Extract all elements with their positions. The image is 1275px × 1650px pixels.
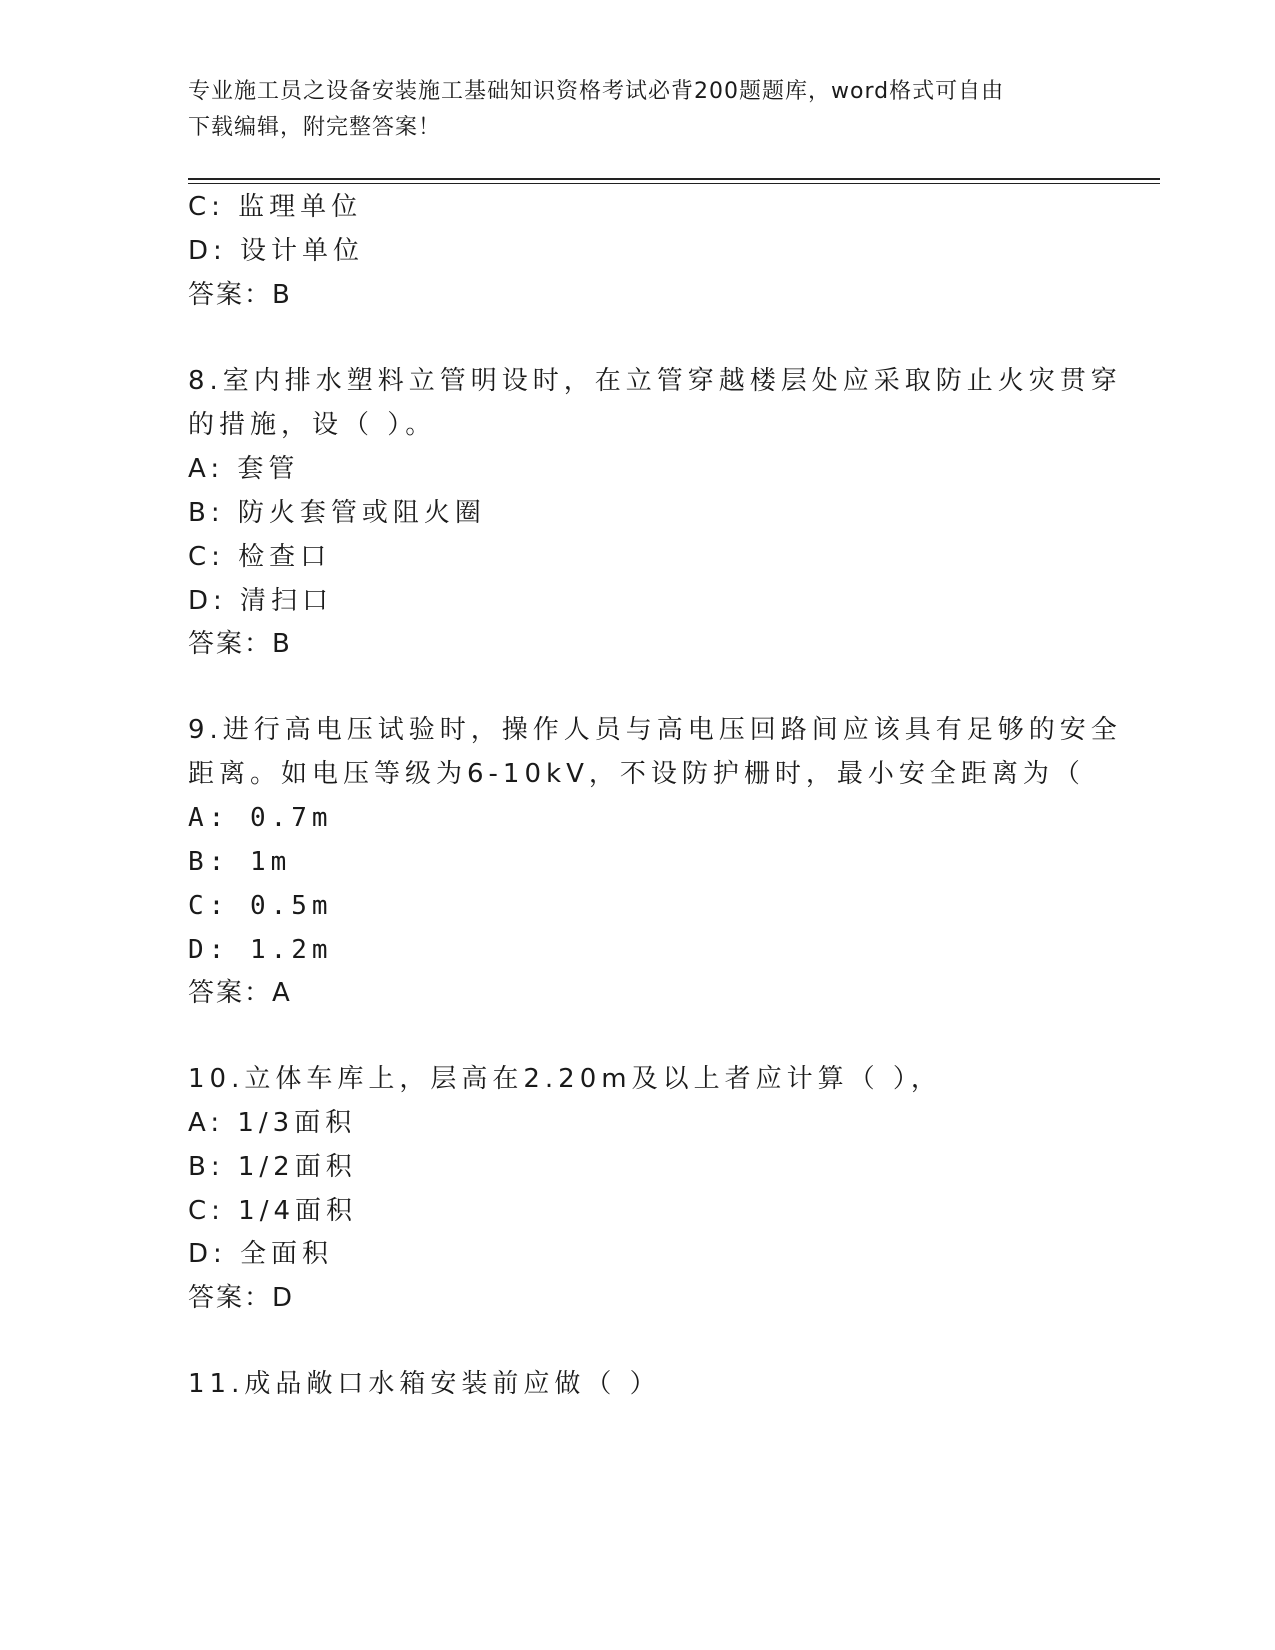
header-line-2: 下载编辑，附完整答案！ — [188, 115, 442, 140]
option-line: C: 0.5m — [188, 891, 333, 921]
question-line: 11.成品敞口水箱安装前应做（ ） — [188, 1369, 661, 1399]
option-line: B: 防火套管或阻火圈 — [188, 498, 486, 528]
question-line: 10.立体车库上，层高在2.20m及以上者应计算（ ）， — [188, 1064, 942, 1094]
option-line: D: 设计单位 — [188, 236, 365, 266]
option-line: D: 1.2m — [188, 935, 333, 965]
question-line: 8.室内排水塑料立管明设时，在立管穿越楼层处应采取防止火灾贯穿 — [188, 366, 1122, 396]
answer-line: 答案：B — [188, 280, 292, 310]
question-line: 的措施，设（ ）。 — [188, 410, 437, 440]
option-line: A: 0.7m — [188, 803, 333, 833]
document-header — [188, 74, 1088, 146]
option-line: B: 1/2面积 — [188, 1152, 357, 1182]
option-line: C: 监理单位 — [188, 192, 363, 222]
answer-line: 答案：B — [188, 629, 292, 659]
option-line: D: 全面积 — [188, 1239, 334, 1269]
option-line: A: 套管 — [188, 454, 300, 484]
answer-line: 答案：D — [188, 1283, 295, 1313]
question-line: 9.进行高电压试验时，操作人员与高电压回路间应该具有足够的安全 — [188, 715, 1122, 745]
option-line: C: 1/4面积 — [188, 1196, 358, 1226]
header-line-1: 专业施工员之设备安装施工基础知识资格考试必背200题题库，word格式可自由 — [188, 79, 1005, 104]
option-line: B: 1m — [188, 847, 292, 877]
header-divider-thin — [188, 183, 1160, 184]
header-divider-thick — [188, 178, 1160, 180]
option-line: C: 检查口 — [188, 542, 332, 572]
option-line: A: 1/3面积 — [188, 1108, 357, 1138]
question-line: 距离。如电压等级为6-10kV，不设防护栅时，最小安全距离为（ — [188, 759, 1085, 789]
option-line: D: 清扫口 — [188, 586, 334, 616]
answer-line: 答案：A — [188, 978, 292, 1008]
